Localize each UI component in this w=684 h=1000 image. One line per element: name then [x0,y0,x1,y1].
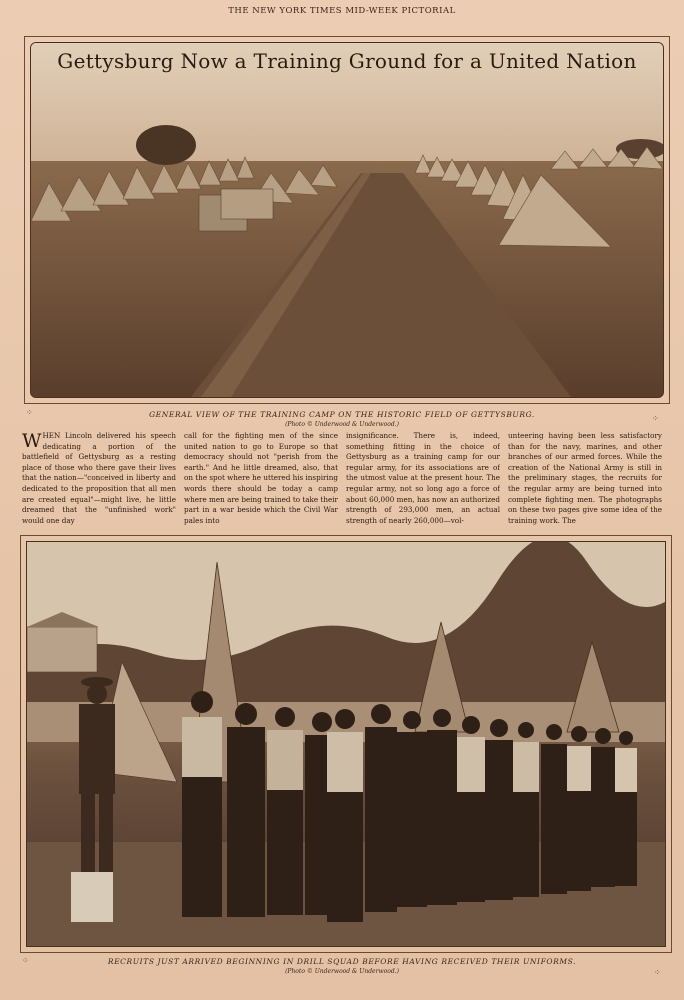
headline: Gettysburg Now a Training Ground for a United Nation [57,49,637,73]
article-column-4 [508,431,662,535]
column-2-text: call for the fighting men of the since united nation to go to Europe so that democracy should not "perish from the earth." And he little dreamed, also, that on the spot where he uttered his inspiring words there should be today a camp where men are being trained to take their part in a war beside which the Civil War pales into [184,431,338,525]
ornament-right-icon: ⁘ [652,414,659,423]
column-3-text: insignificance. There is, indeed, something fitting in the choice of Gettysburg as a training camp for our regular army, for its associations are of the utmost value at the present hour. The regular army, not so long ago a force of about 60,000 men, has now an authorized strength of 293,000 men, an actual strength of nearly 260,000—vol- [346,431,500,525]
ornament-bottom-right-icon: ⁘ [654,968,661,977]
training-camp-illustration [31,43,663,397]
column-1-text: HEN Lincoln delivered his speech dedicating a portion of the battlefield of Gettysburg as a resting place of those who there gave their lives that the nation—"conceived in liberty and dedicated to the proposition that all men are created equal"—might live, he little dreamed that the "unfinished work" would one day [22,431,176,525]
ornament-bottom-left-icon: ⁘ [22,956,29,965]
column-4-text: unteering having been less satisfactory than for the navy, marines, and other branches of our armed forces. While the creation of the National Army is still in the preliminary stages, the recruits for the regular army are being turned into complete fighting men. The photographs on these two pages give some idea of the training work. The [508,431,662,525]
drill-squad-photo [26,541,666,947]
article-column-1 [22,431,176,535]
top-photo-caption: GENERAL VIEW OF THE TRAINING CAMP ON THE HISTORIC FIELD OF GETTYSBURG. [149,410,535,419]
training-camp-photo [30,42,664,398]
article-column-2 [184,431,338,535]
drop-cap: W [22,431,42,452]
bottom-photo-caption: RECRUITS JUST ARRIVED BEGINNING IN DRILL SQUAD BEFORE HAVING RECEIVED THEIR UNIFORMS. [107,957,577,966]
ornament-left-icon: ⁘ [26,408,33,417]
article-columns [22,431,662,535]
running-head: THE NEW YORK TIMES MID-WEEK PICTORIAL [228,6,456,16]
drill-squad-illustration [27,542,665,946]
top-photo-credit: (Photo © Underwood & Underwood.) [285,421,399,428]
bottom-photo-credit: (Photo © Underwood & Underwood.) [285,968,399,975]
article-column-3 [346,431,500,535]
